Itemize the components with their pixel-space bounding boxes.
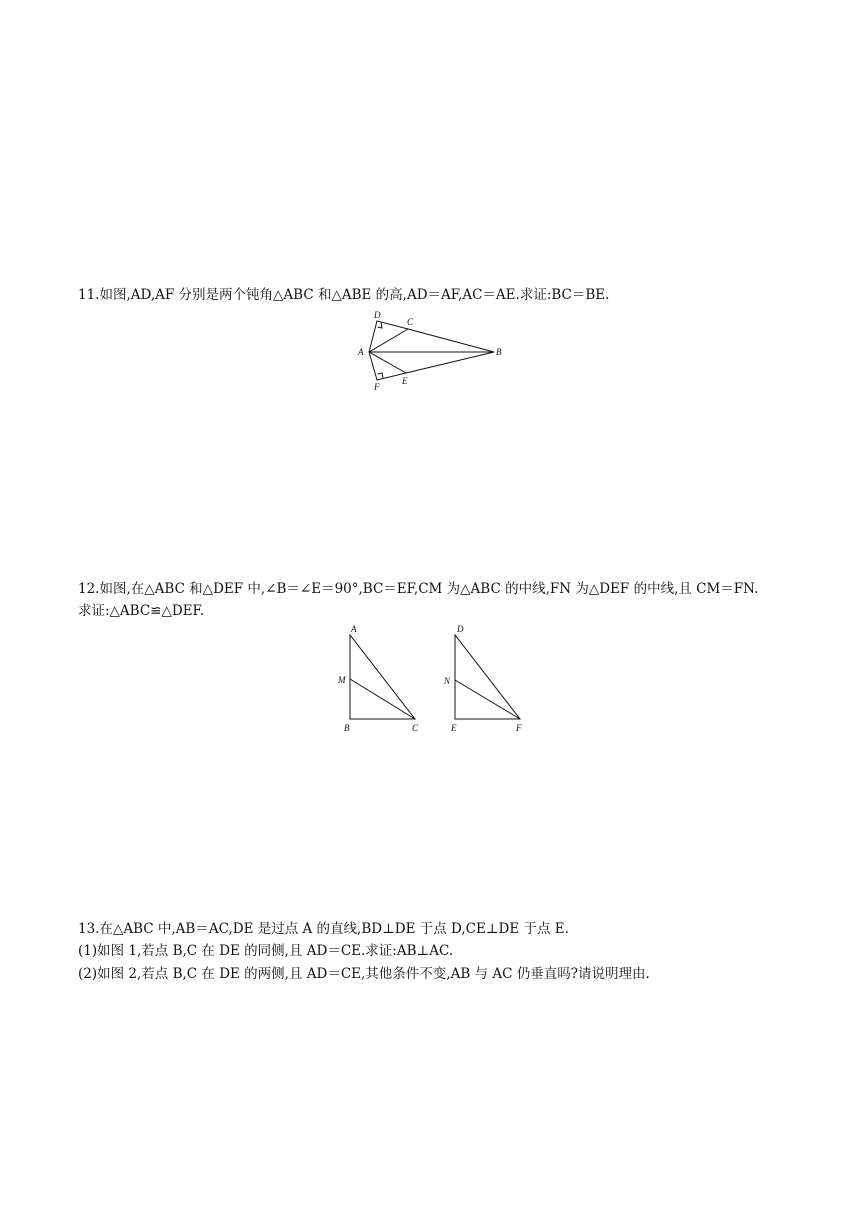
problem-12-statement-line1: 12.如图,在△ABC 和△DEF 中,∠B＝∠E＝90°,BC＝EF,CM 为△ABC 的中线,FN 为△DEF 的中线,且 CM＝FN.	[78, 581, 759, 597]
segment-AC	[369, 329, 408, 352]
triangle-upper	[369, 321, 494, 352]
problem-12-statement-line2: 求证:△ABC≌△DEF.	[78, 603, 205, 619]
problem-11-statement: 11.如图,AD,AF 分别是两个钝角△ABC 和△ABE 的高,AD＝AF,AC＝AE.求证:BC＝BE.	[78, 287, 610, 303]
problem-13-part1: (1)如图 1,若点 B,C 在 DE 的同侧,且 AD＝CE.求证:AB⊥AC.	[78, 943, 454, 959]
label-B: B	[344, 723, 350, 733]
problem-13-part2: (2)如图 2,若点 B,C 在 DE 的两侧,且 AD＝CE,其他条件不变,AB 与 AC 仍垂直吗?请说明理由.	[78, 966, 650, 982]
label-N: N	[444, 676, 451, 686]
label-F: F	[516, 723, 522, 733]
label-E: E	[451, 723, 457, 733]
triangle-ABC	[350, 635, 415, 719]
triangle-lower	[369, 352, 494, 380]
problem-11-figure	[355, 308, 515, 398]
triangle-DEF	[455, 635, 520, 719]
label-D: D	[374, 310, 381, 320]
label-A: A	[351, 624, 357, 634]
label-D: D	[457, 624, 464, 634]
median-CM	[350, 679, 415, 719]
problem-13-statement: 13.在△ABC 中,AB＝AC,DE 是过点 A 的直线,BD⊥DE 于点 D,CE⊥DE 于点 E.	[78, 921, 569, 937]
right-angle-mark-F	[378, 373, 384, 378]
right-angle-mark-D	[378, 322, 383, 328]
label-A: A	[358, 347, 364, 357]
label-B: B	[496, 347, 502, 357]
label-C: C	[412, 723, 419, 733]
label-E: E	[402, 376, 408, 386]
label-C: C	[407, 317, 414, 327]
label-F: F	[374, 382, 380, 392]
problem-12-figure	[335, 622, 535, 737]
label-M: M	[338, 675, 346, 685]
median-FN	[455, 680, 520, 719]
